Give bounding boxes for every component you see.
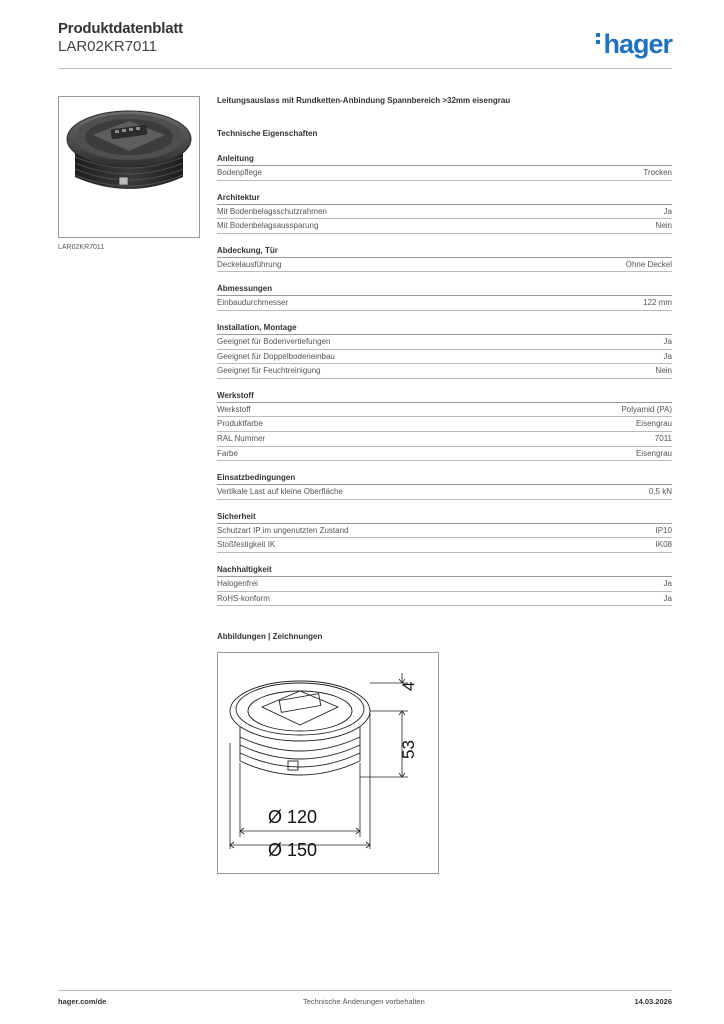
property-row (217, 219, 672, 234)
property-label: Schutzart IP im ungenutzten Zustand (217, 525, 349, 535)
property-value: 7011 (654, 433, 672, 443)
product-description: Leitungsauslass mit Rundketten-Anbindung Spannbereich >32mm eisengrau (217, 96, 511, 105)
property-row (217, 296, 672, 311)
property-group-title: Abdeckung, Tür (217, 246, 672, 258)
property-row (217, 364, 672, 379)
property-group (217, 284, 672, 311)
property-group (217, 193, 672, 234)
property-value: Ja (663, 593, 672, 603)
property-row (217, 592, 672, 607)
product-number: LAR02KR7011 (58, 38, 157, 55)
property-value: Eisengrau (635, 419, 672, 429)
dim-height-label: 53 (399, 740, 418, 759)
property-group-title: Nachhaltigkeit (217, 565, 672, 577)
property-group-title: Architektur (217, 193, 672, 205)
property-value: Nein (655, 221, 672, 231)
property-value: Ohne Deckel (625, 259, 672, 269)
property-group-title: Installation, Montage (217, 323, 672, 335)
property-value: Ja (663, 206, 672, 216)
property-value: Polyamid (PA) (621, 404, 672, 414)
property-group-title: Anleitung (217, 154, 672, 166)
property-label: Deckelausführung (217, 259, 282, 269)
property-label: Stoßfestigkeit IK (217, 540, 276, 550)
property-value: IP10 (655, 525, 672, 535)
property-row (217, 485, 672, 500)
property-label: Vertikale Last auf kleine Oberfläche (217, 487, 343, 497)
property-row (217, 335, 672, 350)
property-row (217, 417, 672, 432)
property-value: Ja (663, 336, 672, 346)
property-group (217, 154, 672, 181)
property-row (217, 166, 672, 181)
property-label: Geeignet für Doppelbodeneinbau (217, 351, 335, 361)
property-group (217, 473, 672, 500)
property-value: 122 mm (643, 298, 672, 308)
property-label: Werkstoff (217, 404, 251, 414)
footer-website-link[interactable]: hager.com/de (58, 997, 107, 1006)
property-row (217, 524, 672, 539)
property-group-title: Sicherheit (217, 512, 672, 524)
logo-text: hager (603, 29, 672, 59)
property-label: Produktfarbe (217, 419, 263, 429)
logo-dots-icon (596, 33, 601, 47)
image-caption: LAR02KR7011 (58, 244, 105, 251)
property-label: Farbe (217, 448, 238, 458)
footer-notice: Technische Änderungen vorbehalten (303, 997, 425, 1006)
dim-inner-diameter-label: Ø 120 (268, 807, 318, 827)
property-label: Bodenpflege (217, 168, 262, 177)
property-group-title: Abmessungen (217, 284, 672, 296)
property-row (217, 432, 672, 447)
property-row (217, 258, 672, 273)
property-value: Ja (663, 578, 672, 588)
property-label: RAL Nummer (217, 433, 266, 443)
dim-outer-diameter-label: Ø 150 (268, 840, 318, 860)
dim-height-top-label: 4 (399, 681, 418, 691)
properties-section (217, 96, 672, 606)
property-label: RoHS-konform (217, 593, 270, 603)
property-row (217, 447, 672, 462)
property-group (217, 246, 672, 273)
hager-logo[interactable] (596, 29, 672, 60)
floor-outlet-photo-icon (59, 97, 199, 237)
property-value: Trocken (643, 168, 672, 177)
property-label: Geeignet für Bodenvertiefungen (217, 336, 331, 346)
page-header (58, 20, 674, 70)
property-label: Halogenfrei (217, 578, 258, 588)
footer-date: 14.03.2026 (634, 997, 672, 1006)
property-row (217, 403, 672, 418)
property-value: IK08 (655, 540, 672, 550)
header-divider (58, 68, 672, 69)
property-group (217, 512, 672, 553)
property-value: 0,5 kN (648, 487, 672, 497)
property-label: Geeignet für Feuchtreinigung (217, 366, 321, 376)
property-group (217, 565, 672, 606)
property-row (217, 205, 672, 220)
footer-divider (58, 990, 672, 991)
property-groups (217, 154, 672, 606)
property-group (217, 391, 672, 461)
property-label: Mit Bodenbelagsaussparung (217, 221, 319, 231)
property-group (217, 323, 672, 379)
drawings-heading: Abbildungen | Zeichnungen (217, 632, 323, 641)
property-value: Nein (655, 366, 672, 376)
dimension-drawing-svg (218, 653, 438, 873)
document-title: Produktdatenblatt (58, 20, 183, 37)
property-row (217, 577, 672, 592)
property-row (217, 350, 672, 365)
product-image (58, 96, 200, 238)
property-label: Einbaudurchmesser (217, 298, 289, 308)
dimension-drawing (217, 652, 439, 874)
property-value: Eisengrau (635, 448, 672, 458)
property-group-title: Einsatzbedingungen (217, 473, 672, 485)
property-group-title: Werkstoff (217, 391, 672, 403)
property-value: Ja (663, 351, 672, 361)
property-row (217, 538, 672, 553)
property-label: Mit Bodenbelagsschutzrahmen (217, 206, 327, 216)
properties-heading: Technische Eigenschaften (217, 129, 318, 138)
